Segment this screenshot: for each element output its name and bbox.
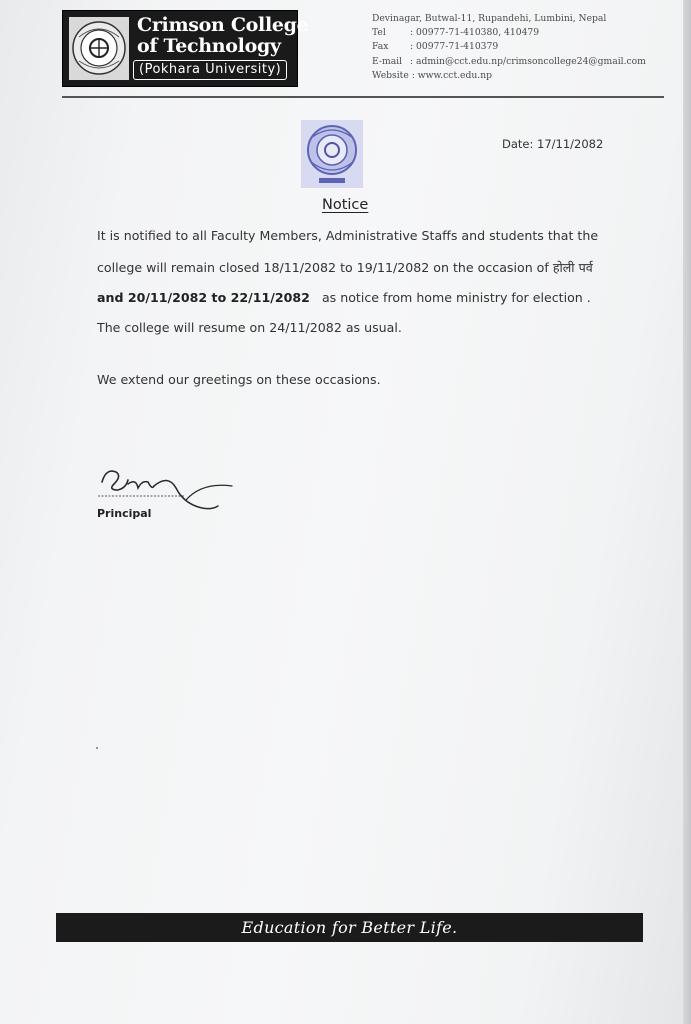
website: Website : www.cct.edu.np [372,69,493,81]
fax-value: : 00977-71-410379 [410,41,499,53]
email-value: : admin@cct.edu.np/crimsoncollege24@gmail.com [410,55,646,67]
fax-label: Fax [372,41,389,53]
paper-edge [683,0,691,1024]
tel-line [372,26,672,40]
college-name-line2: of Technology [137,35,281,57]
header-divider [62,96,664,98]
affiliation: (Pokhara University) [133,60,287,80]
college-name [137,15,308,57]
tel-label: Tel [372,27,386,39]
closure-reason: as notice from home ministry for election . [321,290,591,305]
notice-title: Notice [322,197,369,213]
letterhead [62,10,309,87]
notice-body-line3 [97,290,617,305]
fax-line [372,40,672,54]
college-name-line1: Crimson College [137,14,309,36]
notice-date: Date: 17/11/2082 [502,137,604,151]
contact-block [372,12,672,83]
paper-speck [96,747,98,749]
email-line [372,55,672,69]
address: Devinagar, Butwal-11, Rupandehi, Lumbini, Nepal [372,13,607,24]
tel-value: : 00977-71-410380, 410479 [410,27,540,39]
principal-label: Principal [97,507,152,520]
closure-dates-bold: and 20/11/2082 to 22/11/2082 [97,290,310,305]
notice-body-line1: It is notified to all Faculty Members, Administrative Staffs and students that the [97,228,599,243]
footer-motto: Education for Better Life. [56,913,643,942]
notice-body-line2: college will remain closed 18/11/2082 to 19/11/2082 on the occasion of होली पर्व [97,260,593,275]
college-logo-icon [69,17,129,80]
notice-body-line4: The college will resume on 24/11/2082 as usual. [97,320,402,335]
college-seal-stamp-icon [301,120,363,188]
email-label: E-mail [372,55,403,67]
greetings-line: We extend our greetings on these occasions. [97,372,381,387]
